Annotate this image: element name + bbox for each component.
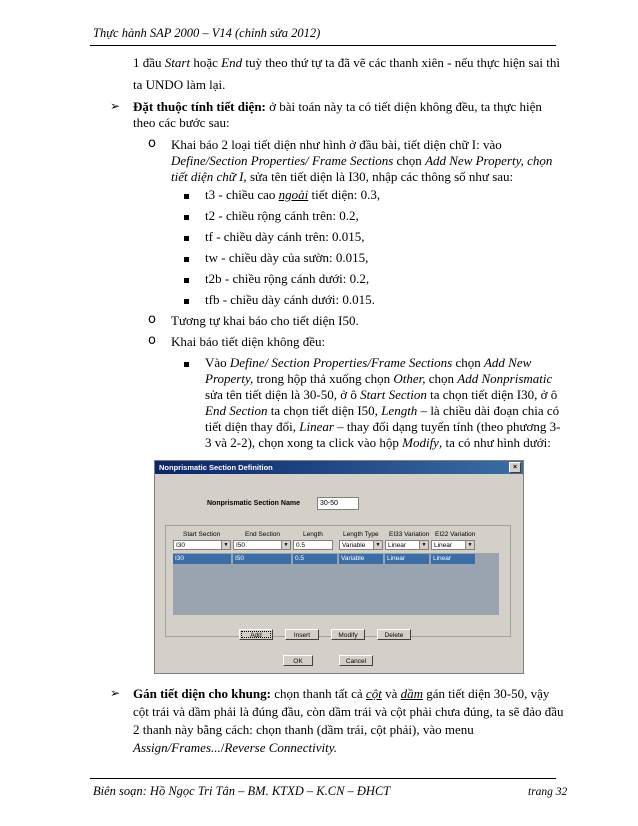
text-line: 3 và 2-2), chọn xong ta click vào hộp Modify, ta có như hình dưới: <box>205 435 551 450</box>
close-icon[interactable]: × <box>509 462 521 473</box>
section-name-input[interactable]: 30-50 <box>317 497 359 510</box>
dialog-title: Nonprismatic Section Definition <box>159 463 273 472</box>
text-line: tiết diện chữ I, sửa tên tiết diện là I30, nhập các thông số như sau: <box>171 169 514 184</box>
select-value: Variable <box>342 542 366 549</box>
nonprismatic-dialog <box>154 460 524 674</box>
text-line: Define/Section Properties/ Frame Sections chọn Add New Property, chọn <box>171 153 553 168</box>
chevron-down-icon: ▼ <box>221 541 230 549</box>
table-cell[interactable]: Variable <box>339 554 383 564</box>
text-line: t2 - chiều rộng cánh trên: 0.2, <box>205 208 359 223</box>
cancel-button[interactable]: Cancel <box>339 655 373 666</box>
add-button[interactable]: Add <box>239 629 273 640</box>
modify-button[interactable]: Modify <box>331 629 365 640</box>
select-value: Linear <box>388 542 407 549</box>
arrow-bullet-icon: ➢ <box>110 686 121 700</box>
text-line: Property, trong hộp thả xuống chọn Other, chọn Add Nonprismatic <box>205 371 553 386</box>
square-bullet-icon <box>184 236 189 241</box>
square-bullet-icon <box>184 194 189 199</box>
circle-bullet-icon: o <box>148 312 156 327</box>
delete-button[interactable]: Delete <box>377 629 411 640</box>
start-section-select[interactable] <box>173 540 231 550</box>
column-header: End Section <box>245 531 281 538</box>
text-line: Assign/Frames.../Reverse Connectivity. <box>133 740 337 755</box>
square-bullet-icon <box>184 299 189 304</box>
text-line: Tương tự khai báo cho tiết diện I50. <box>171 313 359 328</box>
table-cell[interactable]: Linear <box>385 554 429 564</box>
text-line: Vào Define/ Section Properties/Frame Sections chọn Add New <box>205 355 532 370</box>
length-type-select[interactable] <box>339 540 383 550</box>
text-line: cột trái và dầm phải là đúng đầu, còn dầm trái và cột phải chưa đúng, ta sẽ đảo đầu <box>133 704 564 719</box>
text-line: t2b - chiều rộng cánh dưới: 0.2, <box>205 271 370 286</box>
select-value: I30 <box>176 542 186 549</box>
table-cell[interactable]: 0.5 <box>293 554 337 564</box>
column-header: EI22 Variation <box>435 531 476 538</box>
chevron-down-icon: ▼ <box>373 541 382 549</box>
table-cell[interactable]: I30 <box>173 554 231 564</box>
square-bullet-icon <box>184 215 189 220</box>
end-section-select[interactable] <box>233 540 291 550</box>
text-line: sửa tên tiết diện là 30-50, ở ô Start Section ta chọn tiết diện I30, ở ô <box>205 387 558 402</box>
chevron-down-icon: ▼ <box>281 541 290 549</box>
insert-button[interactable]: Insert <box>285 629 319 640</box>
text-line: t3 - chiều cao ngoài tiết diện: 0.3, <box>205 187 381 202</box>
chevron-down-icon: ▼ <box>465 541 474 549</box>
page-header: Thực hành SAP 2000 – V14 (chỉnh sửa 2012) <box>93 26 321 40</box>
select-value: Linear <box>434 542 453 549</box>
square-bullet-icon <box>184 278 189 283</box>
page-number: trang 32 <box>528 786 568 798</box>
column-header: EI33 Variation <box>389 531 430 538</box>
text-line: Khai báo 2 loại tiết diện như hình ở đầu bài, tiết diện chữ I: vào <box>171 137 502 152</box>
text-line: Gán tiết diện cho khung: chọn thanh tất cả cột và dầm gán tiết diện 30-50, vậy <box>133 686 550 701</box>
text-line: End Section ta chọn tiết diện I50, Length – là chiều dài đoạn chia có <box>205 403 560 418</box>
circle-bullet-icon: o <box>148 333 156 348</box>
text-line: 2 thanh này bằng cách: chọn thanh (dầm trái, cột phải), vào menu <box>133 722 474 737</box>
input-value: 0.5 <box>296 542 306 549</box>
ei33-select[interactable] <box>385 540 429 550</box>
column-header: Length Type <box>343 531 379 538</box>
table-cell[interactable]: I50 <box>233 554 291 564</box>
text-line: tf - chiều dày cánh trên: 0.015, <box>205 229 365 244</box>
footer-rule <box>90 778 556 779</box>
footer-author: Biên soạn: Hồ Ngọc Tri Tân – BM. KTXD – K.CN – ĐHCT <box>93 784 391 798</box>
text-line: tfb - chiều dày cánh dưới: 0.015. <box>205 292 375 307</box>
ok-button[interactable]: OK <box>283 655 313 666</box>
length-input[interactable] <box>293 540 333 550</box>
ei22-select[interactable] <box>431 540 475 550</box>
text-line: Khai báo tiết diện không đều: <box>171 334 326 349</box>
header-rule <box>90 45 556 46</box>
chevron-down-icon: ▼ <box>419 541 428 549</box>
square-bullet-icon <box>184 362 189 367</box>
square-bullet-icon <box>184 257 189 262</box>
select-value: I50 <box>236 542 246 549</box>
circle-bullet-icon: o <box>148 136 156 151</box>
column-header: Start Section <box>183 531 221 538</box>
text-line: theo các bước sau: <box>133 115 230 130</box>
arrow-bullet-icon: ➢ <box>110 99 121 113</box>
text-line: Đặt thuộc tính tiết diện: ở bài toán này ta có tiết diện không đều, ta thực hiện <box>133 99 542 114</box>
section-name-label: Nonprismatic Section Name <box>207 500 300 507</box>
table-cell[interactable]: Linear <box>431 554 475 564</box>
text-line: ta UNDO làm lại. <box>133 77 226 92</box>
text-line: 1 đầu Start hoặc End tuỳ theo thứ tự ta đã vẽ các thanh xiên - nếu thực hiện sai thì <box>133 55 560 70</box>
column-header: Length <box>303 531 323 538</box>
text-line: tw - chiều dày của sườn: 0.015, <box>205 250 369 265</box>
dialog-title-bar <box>155 461 523 474</box>
text-line: tiết diện thay đổi, Linear – thay đổi dạng tuyến tính (theo phương 3- <box>205 419 561 434</box>
